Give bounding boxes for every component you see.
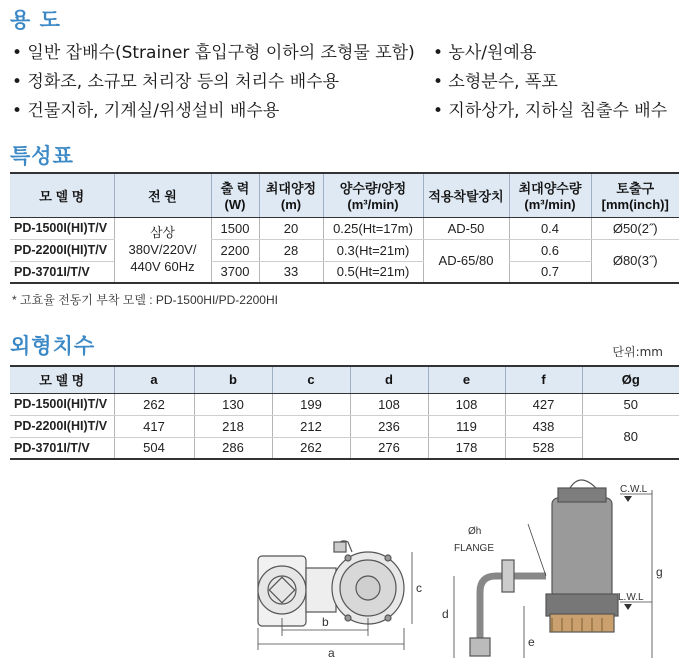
spec-header-row: [10, 173, 679, 217]
dim-header-row: [10, 366, 679, 393]
flow-cell: 0.25(Ht=17m): [323, 217, 423, 239]
head-cell: 20: [259, 217, 323, 239]
use-item: • 소형분수, 폭포: [433, 72, 558, 92]
g-cell: 50: [582, 393, 679, 415]
unit-label: 단위:mm: [612, 345, 663, 359]
col-model: 모 델 명: [10, 173, 114, 217]
pump-side-view: [470, 480, 618, 656]
col-head: 최대양정 (m): [259, 173, 323, 217]
use-item: • 농사/원예용: [433, 43, 537, 63]
cwl-marker-icon: [624, 496, 632, 502]
use-item: • 지하상가, 지하실 침출수 배수: [433, 101, 668, 121]
use-item: • 정화조, 소규모 처리장 등의 처리수 배수용: [12, 72, 340, 92]
table-row: [10, 261, 679, 283]
col-power: 전 원: [114, 173, 211, 217]
lwl-marker-icon: [624, 604, 632, 610]
f-cell: 528: [505, 437, 582, 459]
e-cell: 108: [428, 393, 505, 415]
spec-title: 특성표: [10, 144, 74, 168]
col-f: f: [505, 366, 582, 393]
a-cell: 417: [114, 415, 194, 437]
col-flow: 양수량/양정 (m³/min): [323, 173, 423, 217]
col-a: a: [114, 366, 194, 393]
use-item: • 건물지하, 기계실/위생설비 배수용: [12, 101, 280, 121]
g-cell: 80: [582, 415, 679, 459]
uses-list: [12, 38, 682, 125]
a-cell: 262: [114, 393, 194, 415]
col-d: d: [350, 366, 428, 393]
maxflow-cell: 0.7: [509, 261, 591, 283]
e-cell: 119: [428, 415, 505, 437]
spec-footnote: * 고효율 전동기 부착 모델 : PD-1500HI/PD-2200HI: [12, 293, 278, 307]
table-row: [10, 239, 679, 261]
flow-cell: 0.3(Ht=21m): [323, 239, 423, 261]
output-cell: 1500: [211, 217, 259, 239]
model-cell: PD-1500I(HI)T/V: [10, 393, 114, 415]
d-cell: 236: [350, 415, 428, 437]
dim-c-label: c: [416, 581, 422, 595]
model-cell: PD-3701I/T/V: [10, 437, 114, 459]
dim-g-label: g: [656, 565, 663, 579]
col-outlet: 토출구 [mm(inch)]: [591, 173, 679, 217]
table-row: [10, 393, 679, 415]
table-row: [10, 415, 679, 437]
model-cell: PD-3701I/T/V: [10, 261, 114, 283]
uses-title: 용 도: [10, 8, 61, 32]
a-cell: 504: [114, 437, 194, 459]
model-cell: PD-2200I(HI)T/V: [10, 415, 114, 437]
power-cell: 삼상 380V/220V/ 440V 60Hz: [114, 217, 211, 283]
d-cell: 108: [350, 393, 428, 415]
use-row: [12, 96, 682, 125]
output-cell: 2200: [211, 239, 259, 261]
col-g: Øg: [582, 366, 679, 393]
b-cell: 286: [194, 437, 272, 459]
dimension-table: [10, 365, 679, 460]
dim-title: 외형치수: [10, 334, 96, 358]
use-row: [12, 38, 682, 67]
col-maxflow: 최대양수량 (m³/min): [509, 173, 591, 217]
dim-a-label: a: [328, 646, 335, 660]
c-cell: 212: [272, 415, 350, 437]
device-cell: AD-50: [423, 217, 509, 239]
dim-b-label: b: [322, 615, 329, 629]
col-e: e: [428, 366, 505, 393]
c-cell: 262: [272, 437, 350, 459]
use-item: • 일반 잡배수(Strainer 흡입구형 이하의 조형물 포함): [12, 43, 415, 63]
lwl-label: L.W.L: [618, 592, 644, 603]
dim-e-label: e: [528, 635, 535, 649]
col-output: 출 력 (W): [211, 173, 259, 217]
f-cell: 427: [505, 393, 582, 415]
flow-cell: 0.5(Ht=21m): [323, 261, 423, 283]
dim-d-label: d: [442, 607, 449, 621]
col-model: 모 델 명: [10, 366, 114, 393]
b-cell: 218: [194, 415, 272, 437]
table-row: [10, 217, 679, 239]
col-device: 적용착탈장치: [423, 173, 509, 217]
table-row: [10, 437, 679, 459]
spec-table: [10, 172, 679, 284]
outlet-cell: Ø50(2˝): [591, 217, 679, 239]
cwl-label: C.W.L: [620, 484, 648, 495]
pump-dimension-drawing: [240, 468, 680, 664]
c-cell: 199: [272, 393, 350, 415]
f-cell: 438: [505, 415, 582, 437]
e-cell: 178: [428, 437, 505, 459]
maxflow-cell: 0.6: [509, 239, 591, 261]
output-cell: 3700: [211, 261, 259, 283]
model-cell: PD-1500I(HI)T/V: [10, 217, 114, 239]
use-row: [12, 67, 682, 96]
model-cell: PD-2200I(HI)T/V: [10, 239, 114, 261]
head-cell: 33: [259, 261, 323, 283]
col-b: b: [194, 366, 272, 393]
d-cell: 276: [350, 437, 428, 459]
maxflow-cell: 0.4: [509, 217, 591, 239]
dia-h-label: Øh: [468, 526, 482, 537]
outlet-cell: Ø80(3˝): [591, 239, 679, 283]
head-cell: 28: [259, 239, 323, 261]
flange-label: FLANGE: [454, 543, 495, 554]
device-cell: AD-65/80: [423, 239, 509, 283]
col-c: c: [272, 366, 350, 393]
b-cell: 130: [194, 393, 272, 415]
pump-top-view: [258, 541, 404, 626]
